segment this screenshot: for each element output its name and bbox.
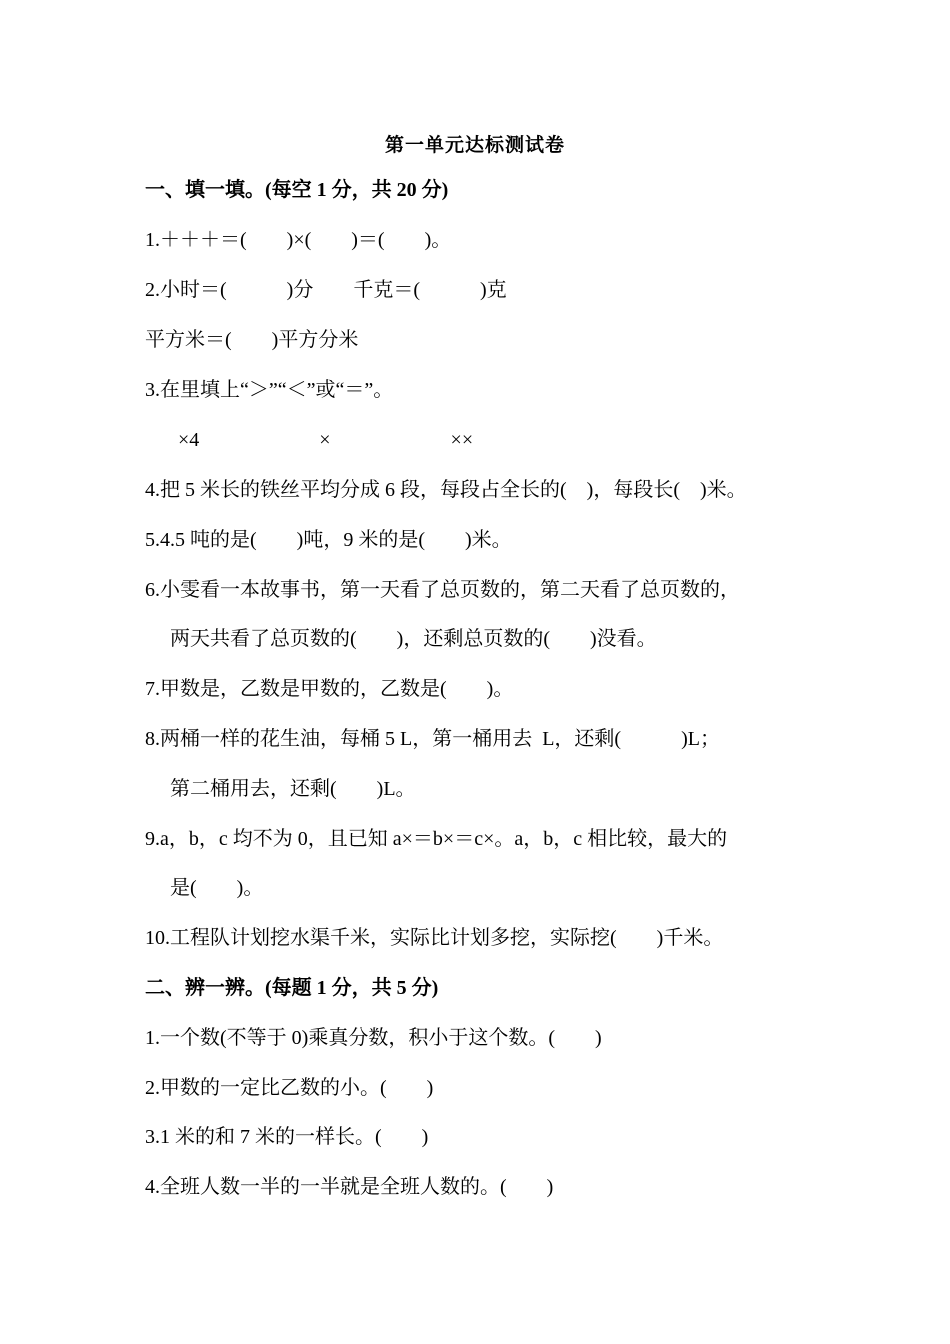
- question-2-1: 1.一个数(不等于 0)乘真分数，积小于这个数。( ): [145, 1027, 602, 1049]
- question-1-6b: 两天共看了总页数的( )，还剩总页数的( )没看。: [170, 628, 657, 650]
- section1-heading: 一、填一填。(每空 1 分，共 20 分): [145, 179, 449, 201]
- question-1-9b: 是( )。: [170, 877, 264, 899]
- question-1-9a: 9.a，b，c 均不为 0，且已知 a×＝b×＝c×。a，b，c 相比较，最大的: [145, 828, 728, 850]
- question-1-1: 1.＋＋＋＝( )×( )＝( )。: [145, 229, 452, 251]
- question-1-5: 5.4.5 吨的是( )吨，9 米的是( )米。: [145, 529, 512, 551]
- question-1-2a: 2.小时＝( )分 千克＝( )克: [145, 279, 507, 301]
- question-1-2b: 平方米＝( )平方分米: [145, 329, 359, 351]
- question-1-3-items: ×4 × ××: [178, 429, 474, 451]
- question-1-3: 3.在里填上“＞”“＜”或“＝”。: [145, 379, 394, 401]
- question-1-6a: 6.小雯看一本故事书，第一天看了总页数的，第二天看了总页数的，: [145, 579, 740, 601]
- question-1-4: 4.把 5 米长的铁丝平均分成 6 段，每段占全长的( )，每段长( )米。: [145, 479, 747, 501]
- question-2-3: 3.1 米的和 7 米的一样长。( ): [145, 1126, 429, 1148]
- page-title: 第一单元达标测试卷: [384, 135, 565, 156]
- question-1-10: 10.工程队计划挖水渠千米，实际比计划多挖，实际挖( )千米。: [145, 927, 724, 949]
- question-1-7: 7.甲数是，乙数是甲数的，乙数是( )。: [145, 678, 514, 700]
- question-2-2: 2.甲数的一定比乙数的小。( ): [145, 1077, 434, 1099]
- question-1-8b: 第二桶用去，还剩( )L。: [170, 778, 416, 800]
- question-1-8a: 8.两桶一样的花生油，每桶 5 L，第一桶用去 L，还剩( )L；: [145, 728, 720, 750]
- question-2-4: 4.全班人数一半的一半就是全班人数的。( ): [145, 1176, 554, 1198]
- section2-heading: 二、辨一辨。(每题 1 分，共 5 分): [145, 977, 439, 999]
